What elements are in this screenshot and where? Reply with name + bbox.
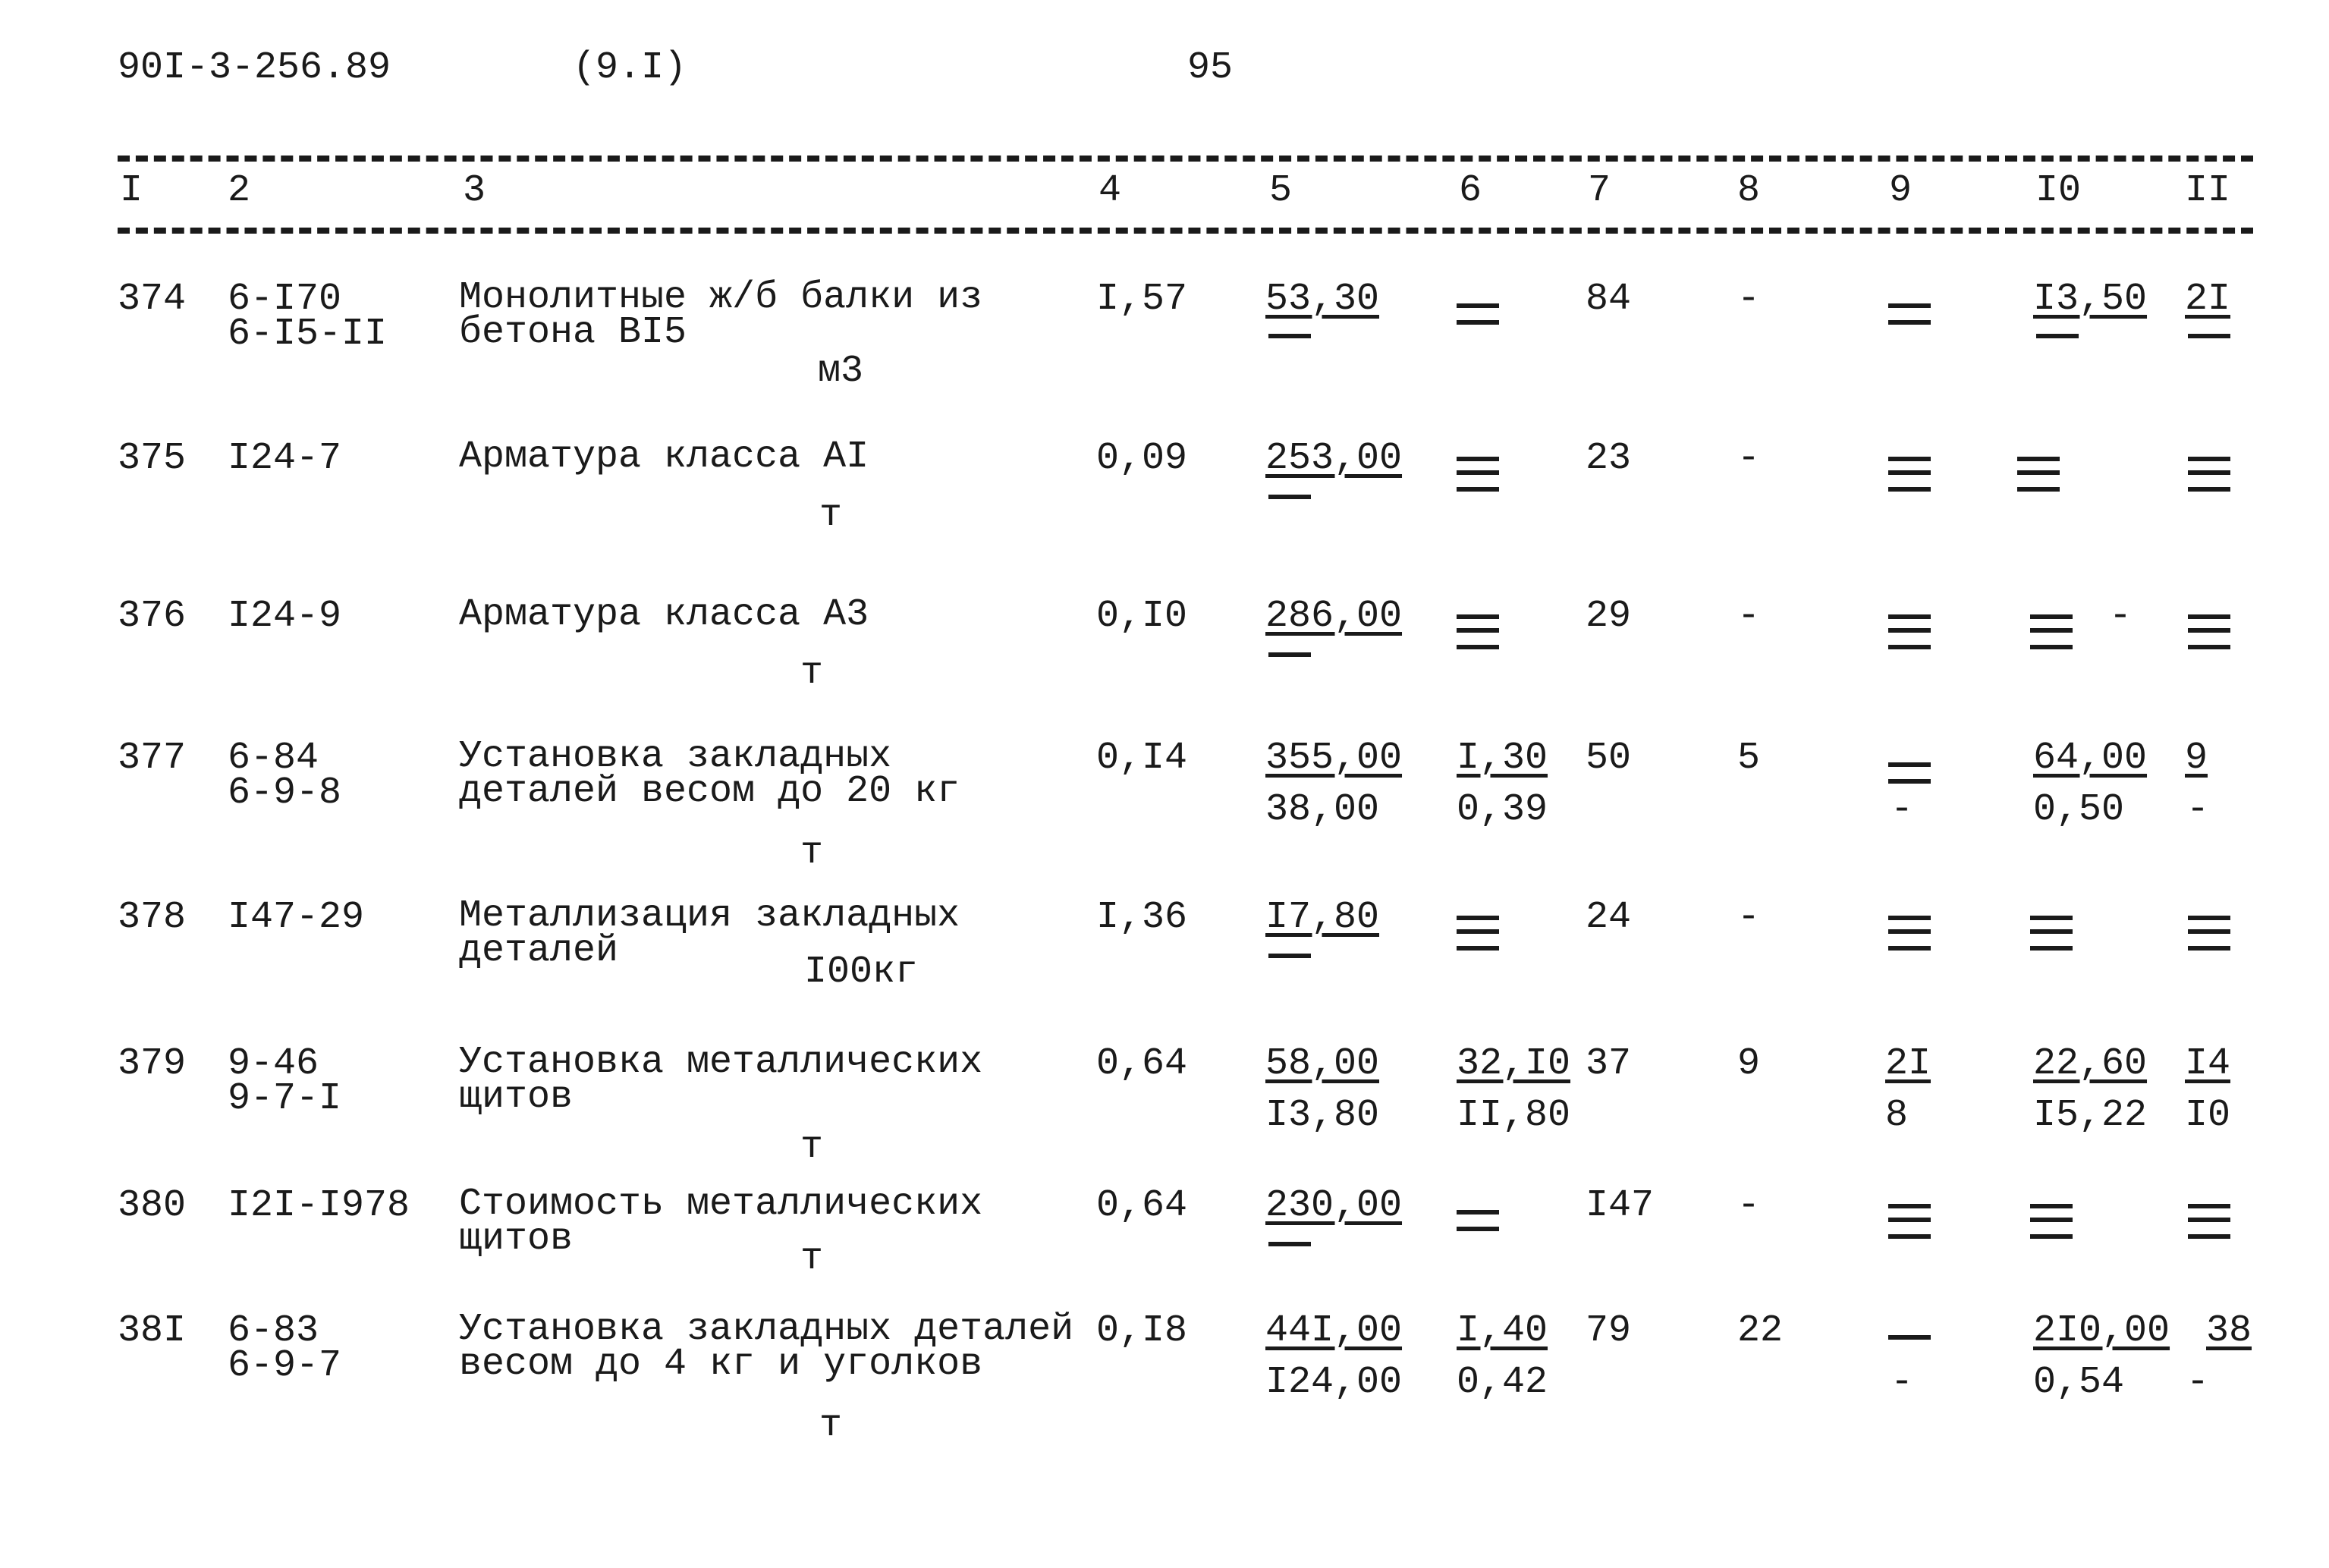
row-number: 375 xyxy=(118,437,187,480)
dash-mark xyxy=(1885,303,1932,328)
unit: т xyxy=(800,1237,824,1280)
col-5-value: I7,80 xyxy=(1265,896,1380,939)
work-description-cont: деталей xyxy=(459,929,619,973)
norm-code: 9-46 xyxy=(228,1042,319,1086)
work-description-cont: бетона BI5 xyxy=(459,311,687,354)
col-header: 3 xyxy=(463,169,486,212)
col-11-subvalue: - xyxy=(2186,788,2210,831)
norm-code: I24-7 xyxy=(228,437,342,480)
col-4-value: 0,64 xyxy=(1096,1042,1188,1086)
row-number: 380 xyxy=(118,1184,187,1227)
norm-code-secondary: 9-7-I xyxy=(228,1077,342,1120)
col-5-subvalue: I3,80 xyxy=(1265,1094,1380,1137)
norm-code-secondary: 6-9-7 xyxy=(228,1344,342,1387)
dash-mark xyxy=(1265,495,1312,519)
work-description-cont: весом до 4 кг и уголков xyxy=(459,1343,983,1386)
col-4-value: 0,I4 xyxy=(1096,737,1188,780)
col-header: 7 xyxy=(1588,169,1611,212)
dash-mark xyxy=(1885,916,1932,952)
row-number: 378 xyxy=(118,896,187,939)
col-header: 5 xyxy=(1269,169,1293,212)
col-7-value: 37 xyxy=(1586,1042,1632,1086)
work-description-cont: щитов xyxy=(459,1218,574,1261)
col-9-value: 2I xyxy=(1885,1042,1931,1086)
col-10-subvalue: 0,50 xyxy=(2033,788,2125,831)
col-header: I0 xyxy=(2035,169,2082,212)
col-11-subvalue: I0 xyxy=(2185,1094,2231,1137)
col-9-subvalue: - xyxy=(1891,1361,1914,1404)
dash-mark xyxy=(1454,614,1501,651)
dash-mark xyxy=(1885,457,1932,493)
dash-mark xyxy=(1885,614,1932,651)
dash-mark xyxy=(1265,1242,1312,1266)
col-10-dash: - xyxy=(2109,595,2133,638)
col-9-subvalue: 8 xyxy=(1885,1094,1909,1137)
col-7-value: 29 xyxy=(1586,595,1632,638)
col-10-value: 64,00 xyxy=(2033,737,2148,780)
dash-mark xyxy=(1454,1210,1501,1234)
col-4-value: 0,I8 xyxy=(1096,1309,1188,1353)
col-11-subvalue: - xyxy=(2186,1361,2210,1404)
work-description: Арматура класса AI xyxy=(459,435,869,479)
col-8-value: 5 xyxy=(1737,737,1761,780)
row-number: 376 xyxy=(118,595,187,638)
norm-code: I47-29 xyxy=(228,896,365,939)
col-11-value: 38 xyxy=(2206,1309,2252,1353)
col-header: 2 xyxy=(228,169,251,212)
row-number: 377 xyxy=(118,737,187,780)
table-top-rule xyxy=(118,156,2253,162)
col-7-value: I47 xyxy=(1586,1184,1655,1227)
col-5-value: 253,00 xyxy=(1265,437,1403,480)
col-11-value: 2I xyxy=(2185,278,2231,321)
unit: т xyxy=(800,652,824,695)
work-description: Металлизация закладных xyxy=(459,894,960,938)
col-7-value: 84 xyxy=(1586,278,1632,321)
col-7-value: 23 xyxy=(1586,437,1632,480)
col-5-value: 355,00 xyxy=(1265,737,1403,780)
dash-mark xyxy=(1885,762,1932,787)
unit: I00кг xyxy=(804,951,919,994)
col-8-value: - xyxy=(1737,437,1761,480)
col-5-value: 44I,00 xyxy=(1265,1309,1403,1353)
dash-mark xyxy=(2027,1204,2074,1240)
page-number: 95 xyxy=(1187,46,1234,90)
col-6-value: I,30 xyxy=(1457,737,1548,780)
col-4-value: I,57 xyxy=(1096,278,1188,321)
col-10-value: 2I0,00 xyxy=(2033,1309,2170,1353)
row-number: 379 xyxy=(118,1042,187,1086)
col-5-value: 53,30 xyxy=(1265,278,1380,321)
work-description-cont: щитов xyxy=(459,1076,574,1119)
col-9-subvalue: - xyxy=(1891,788,1914,831)
dash-mark xyxy=(1454,916,1501,952)
norm-code-secondary: 6-I5-II xyxy=(228,313,388,356)
dash-mark xyxy=(1885,1335,1932,1359)
col-8-value: - xyxy=(1737,1184,1761,1227)
col-10-value: I3,50 xyxy=(2033,278,2148,321)
col-8-value: - xyxy=(1737,278,1761,321)
col-header: 8 xyxy=(1737,169,1761,212)
col-4-value: I,36 xyxy=(1096,896,1188,939)
col-4-value: 0,I0 xyxy=(1096,595,1188,638)
work-description-cont: деталей весом до 20 кг xyxy=(459,770,960,813)
col-7-value: 79 xyxy=(1586,1309,1632,1353)
doc-code: 90I-3-256.89 xyxy=(118,46,391,90)
dash-mark xyxy=(1454,303,1501,328)
dash-mark xyxy=(1265,652,1312,677)
unit: т xyxy=(800,1126,824,1169)
col-5-value: 230,00 xyxy=(1265,1184,1403,1227)
section-number: (9.I) xyxy=(573,46,687,90)
col-8-value: - xyxy=(1737,595,1761,638)
col-4-value: 0,64 xyxy=(1096,1184,1188,1227)
col-header: 4 xyxy=(1098,169,1122,212)
col-6-subvalue: 0,39 xyxy=(1457,788,1548,831)
norm-code: 6-84 xyxy=(228,737,319,780)
col-header: II xyxy=(2185,169,2231,212)
col-4-value: 0,09 xyxy=(1096,437,1188,480)
dash-mark xyxy=(2185,334,2232,358)
table-header-rule xyxy=(118,228,2253,234)
work-description: Стоимость металлических xyxy=(459,1183,983,1226)
unit: т xyxy=(819,494,843,537)
col-header: I xyxy=(120,169,143,212)
unit: м3 xyxy=(818,350,864,393)
dash-mark xyxy=(2027,916,2074,952)
row-number: 374 xyxy=(118,278,187,321)
col-5-subvalue: 38,00 xyxy=(1265,788,1380,831)
norm-code: I24-9 xyxy=(228,595,342,638)
dash-mark xyxy=(1265,334,1312,358)
dash-mark xyxy=(2185,614,2232,651)
col-5-value: 58,00 xyxy=(1265,1042,1380,1086)
col-5-value: 286,00 xyxy=(1265,595,1403,638)
norm-code: I2I-I978 xyxy=(228,1184,410,1227)
col-10-subvalue: 0,54 xyxy=(2033,1361,2125,1404)
col-8-value: 22 xyxy=(1737,1309,1784,1353)
col-8-value: - xyxy=(1737,896,1761,939)
norm-code-secondary: 6-9-8 xyxy=(228,771,342,815)
col-7-value: 24 xyxy=(1586,896,1632,939)
dash-mark xyxy=(2027,614,2074,651)
col-6-subvalue: II,80 xyxy=(1457,1094,1571,1137)
work-description: Установка металлических xyxy=(459,1041,983,1084)
norm-code: 6-I70 xyxy=(228,278,342,321)
col-5-subvalue: I24,00 xyxy=(1265,1361,1403,1404)
dash-mark xyxy=(2033,334,2080,358)
work-description: Установка закладных деталей xyxy=(459,1308,1074,1351)
row-number: 38I xyxy=(118,1309,187,1353)
work-description: Монолитные ж/б балки из xyxy=(459,276,983,319)
col-8-value: 9 xyxy=(1737,1042,1761,1086)
col-header: 9 xyxy=(1889,169,1913,212)
unit: т xyxy=(800,831,824,875)
dash-mark xyxy=(2014,457,2061,493)
col-6-subvalue: 0,42 xyxy=(1457,1361,1548,1404)
norm-code: 6-83 xyxy=(228,1309,319,1353)
work-description: Установка закладных xyxy=(459,735,892,778)
dash-mark xyxy=(1454,457,1501,493)
unit: т xyxy=(819,1404,843,1447)
col-6-value: 32,I0 xyxy=(1457,1042,1571,1086)
dash-mark xyxy=(1265,954,1312,978)
dash-mark xyxy=(1885,1204,1932,1240)
col-6-value: I,40 xyxy=(1457,1309,1548,1353)
col-11-value: 9 xyxy=(2185,737,2208,780)
col-7-value: 50 xyxy=(1586,737,1632,780)
col-header: 6 xyxy=(1459,169,1482,212)
col-11-value: I4 xyxy=(2185,1042,2231,1086)
col-10-value: 22,60 xyxy=(2033,1042,2148,1086)
dash-mark xyxy=(2185,916,2232,952)
col-10-subvalue: I5,22 xyxy=(2033,1094,2148,1137)
work-description: Арматура класса A3 xyxy=(459,593,869,636)
dash-mark xyxy=(2185,457,2232,493)
dash-mark xyxy=(2185,1204,2232,1240)
